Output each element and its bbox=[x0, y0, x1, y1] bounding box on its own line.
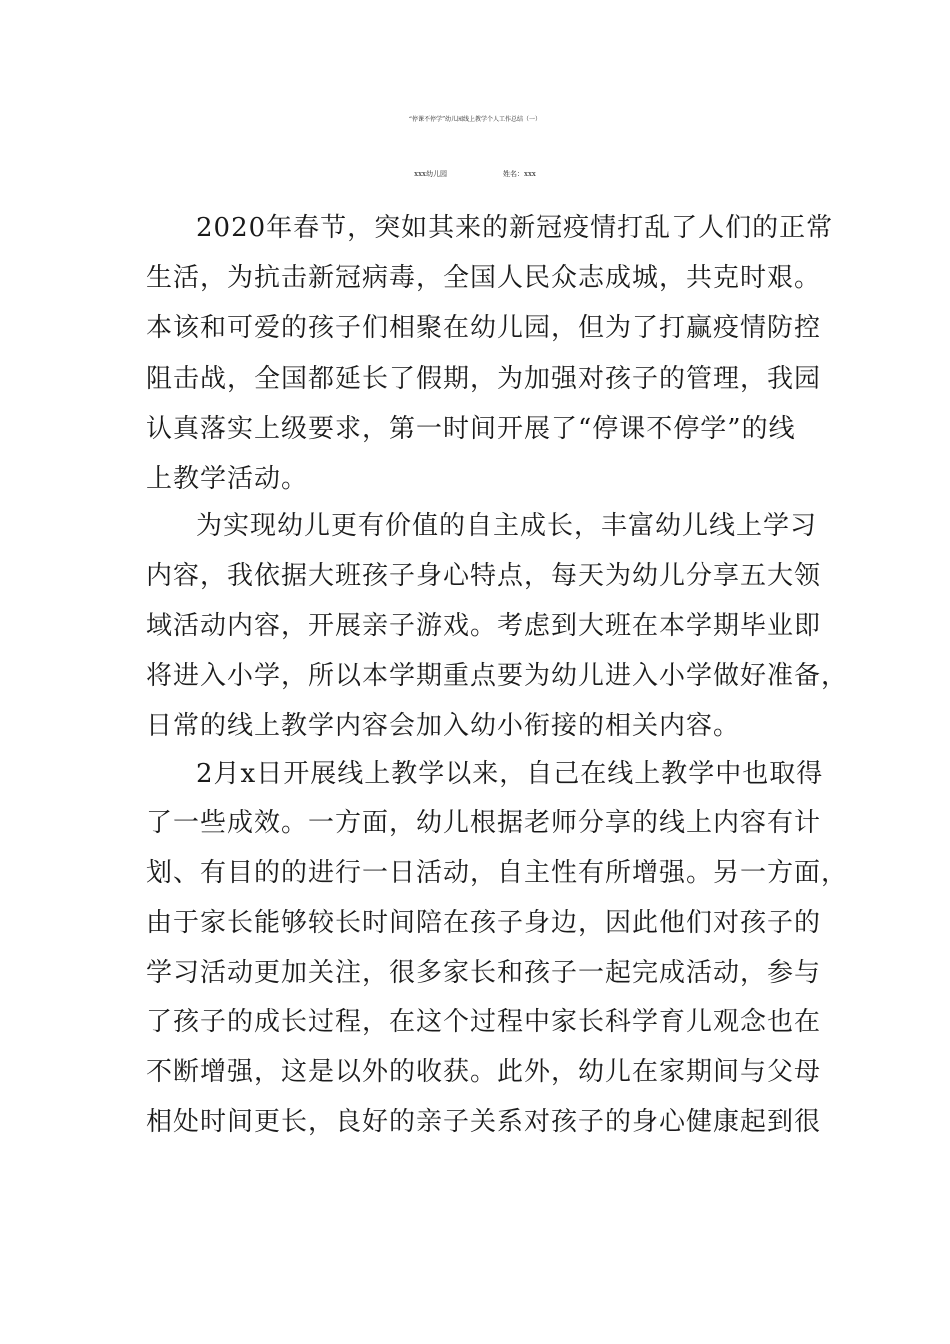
paragraph-3-line-3: 划、有目的的进行一日活动，自主性有所增强。另一方面， bbox=[146, 858, 849, 888]
paragraph-3-line-4: 由于家长能够较长时间陪在孩子身边，因此他们对孩子的 bbox=[146, 908, 822, 938]
paragraph-2-line-1: 为实现幼儿更有价值的自主成长，丰富幼儿线上学习 bbox=[196, 511, 818, 541]
paragraph-3-line-1: 2月x日开展线上教学以来，自己在线上教学中也取得 bbox=[196, 759, 824, 789]
paragraph-2-line-2: 内容，我依据大班孩子身心特点，每天为幼儿分享五大领 bbox=[146, 561, 822, 591]
paragraph-1-line-4: 阻击战，全国都延长了假期，为加强对孩子的管理，我园 bbox=[146, 364, 822, 394]
paragraph-1-line-6: 上教学活动。 bbox=[146, 464, 309, 494]
paragraph-2-line-5: 日常的线上教学内容会加入幼小衔接的相关内容。 bbox=[146, 711, 741, 741]
author-name: 姓名：xxx bbox=[503, 170, 536, 178]
paragraph-3-line-6: 了孩子的成长过程，在这个过程中家长科学育儿观念也在 bbox=[146, 1007, 822, 1037]
paragraph-2-line-3: 域活动内容，开展亲子游戏。考虑到大班在本学期毕业即 bbox=[146, 611, 822, 641]
paragraph-3-line-2: 了一些成效。一方面，幼儿根据老师分享的线上内容有计 bbox=[146, 808, 822, 838]
school-name: xxx幼儿园 bbox=[414, 170, 447, 178]
paragraph-1-line-5: 认真落实上级要求，第一时间开展了“停课不停学”的线 bbox=[146, 414, 796, 444]
document-subtitle bbox=[0, 154, 950, 194]
paragraph-1-line-2: 生活，为抗击新冠病毒，全国人民众志成城，共克时艰。 bbox=[146, 263, 822, 293]
document-title: “停课不停学”幼儿园线上教学个人工作总结（一） bbox=[408, 116, 542, 123]
paragraph-1-line-3: 本该和可爱的孩子们相聚在幼儿园，但为了打赢疫情防控 bbox=[146, 313, 822, 343]
paragraph-3-line-5: 学习活动更加关注，很多家长和孩子一起完成活动，参与 bbox=[146, 958, 822, 988]
paragraph-1-line-1: 2020年春节，突如其来的新冠疫情打乱了人们的正常 bbox=[196, 213, 834, 243]
paragraph-2-line-4: 将进入小学，所以本学期重点要为幼儿进入小学做好准备， bbox=[146, 661, 849, 691]
paragraph-3-line-8: 相处时间更长，良好的亲子关系对孩子的身心健康起到很 bbox=[146, 1107, 822, 1137]
paragraph-3-line-7: 不断增强，这是以外的收获。此外，幼儿在家期间与父母 bbox=[146, 1057, 822, 1087]
